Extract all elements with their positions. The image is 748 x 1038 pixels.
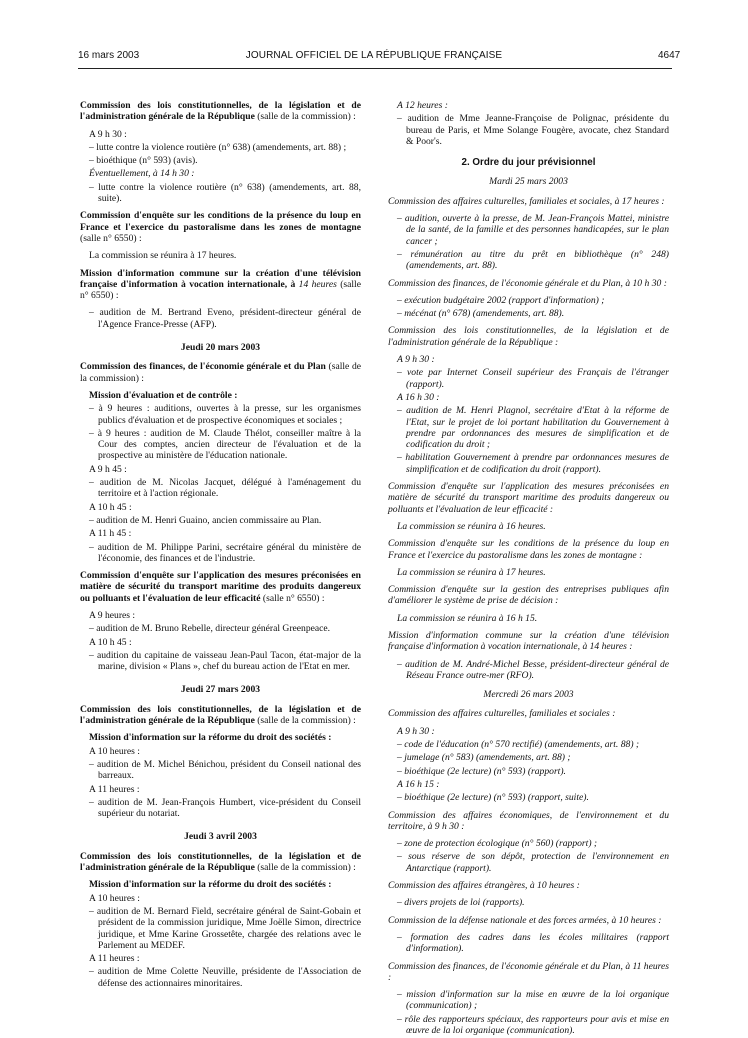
time-slot: A 16 h 30 : bbox=[397, 391, 440, 403]
header-date: 16 mars 2003 bbox=[78, 50, 140, 61]
agenda-item: – zone de protection écologique (n° 560) (rapport) ; bbox=[397, 838, 598, 850]
agenda-item: – formation des cadres dans les écoles militaires (rapport d'information). bbox=[397, 931, 669, 955]
agenda-item: – bioéthique (n° 593) (avis). bbox=[89, 155, 198, 167]
committee-heading: Commission de la défense nationale et des forces armées, à 10 heures : bbox=[388, 914, 662, 926]
agenda-item: – audition de M. André-Michel Besse, président-directeur général de Réseau France outre-mer (RFO). bbox=[397, 658, 669, 681]
committee-heading: Commission des lois constitutionnelles, de la législation et de l'administration générale de la République : bbox=[388, 325, 669, 348]
agenda-item: – audition, ouverte à la presse, de M. Jean-François Mattei, ministre de la santé, de la famille et des personnes handicapées, sur le plan cancer ; bbox=[397, 213, 669, 247]
time-slot: A 11 heures : bbox=[89, 783, 140, 795]
meeting-note: La commission se réunira à 16 heures. bbox=[397, 520, 546, 532]
day-heading: Mercredi 26 mars 2003 bbox=[483, 689, 574, 701]
agenda-item: – audition de Mme Colette Neuville, présidente de l'Association de défense des actionnaires minoritaires. bbox=[89, 966, 361, 989]
committee-heading: Commission des affaires économiques, de l'environnement et du territoire, à 9 h 30 : bbox=[388, 809, 669, 832]
committee-heading: Commission d'enquête sur l'application des mesures préconisées en matière de sécurité du transport maritime des produits dangereux ou polluants et l'évaluation de leur efficacité : bbox=[388, 481, 669, 515]
agenda-item: – audition de M. Bertrand Eveno, président-directeur général de l'Agence France-Presse (AFP). bbox=[89, 307, 361, 330]
time-slot: A 11 heures : bbox=[89, 953, 140, 965]
page-header bbox=[0, 50, 748, 64]
time-slot: A 12 heures : bbox=[397, 100, 448, 111]
agenda-item: – audition de M. Jean-François Humbert, vice-président du Conseil supérieur du notariat. bbox=[89, 796, 361, 820]
time-slot: A 16 h 15 : bbox=[397, 778, 440, 790]
header-page-number: 4647 bbox=[658, 50, 681, 61]
agenda-item: – audition de M. Bruno Rebelle, directeur général Greenpeace. bbox=[89, 623, 331, 635]
day-heading: Jeudi 3 avril 2003 bbox=[184, 831, 257, 843]
time-slot: A 9 h 45 : bbox=[89, 463, 127, 475]
committee-heading: Commission des lois constitutionnelles, de la législation et de l'administration générale de la République (salle de la commission) : bbox=[80, 850, 361, 874]
day-heading: Jeudi 27 mars 2003 bbox=[180, 684, 261, 696]
time-slot: A 10 heures : bbox=[89, 745, 140, 757]
agenda-item: – sous réserve de son dépôt, protection de l'environnement en Antarctique (rapport). bbox=[397, 851, 669, 874]
committee-heading: Commission des affaires étrangères, à 10 heures : bbox=[388, 880, 580, 892]
time-slot: A 10 h 45 : bbox=[89, 636, 132, 648]
section-heading: 2. Ordre du jour prévisionnel bbox=[461, 157, 596, 169]
committee-heading: Commission des finances, de l'économie générale et du Plan, à 11 heures : bbox=[388, 960, 670, 983]
agenda-item: – habilitation Gouvernement à prendre par ordonnances mesures de simplification et de codification du droit (rapport). bbox=[397, 452, 669, 475]
mission-heading: Mission d'information sur la réforme du droit des sociétés : bbox=[89, 879, 332, 891]
agenda-item: – vote par Internet Conseil supérieur des Français de l'étranger (rapport). bbox=[397, 367, 669, 390]
right-column bbox=[388, 100, 669, 1038]
agenda-item: – rôle des rapporteurs spéciaux, des rapporteurs pour avis et mise en œuvre de la loi organique (communication). bbox=[397, 1013, 669, 1036]
agenda-item: – jumelage (n° 583) (amendements, art. 88) ; bbox=[397, 752, 571, 764]
agenda-item: – lutte contre la violence routière (n° 638) (amendements, art. 88) ; bbox=[89, 141, 347, 153]
committee-heading: Commission des lois constitutionnelles, de la législation et de l'administration générale de la République (salle de la commission) : bbox=[80, 100, 361, 123]
agenda-item: – audition du capitaine de vaisseau Jean-Paul Tacon, état-major de la marine, division « Plans », chef du bureau action de l'Etat en mer. bbox=[89, 649, 361, 673]
agenda-item: – lutte contre la violence routière (n° 638) (amendements, art. 88, suite). bbox=[89, 181, 361, 205]
time-slot: A 9 h 30 : bbox=[89, 128, 127, 140]
agenda-item: – bioéthique (2e lecture) (n° 593) (rapport, suite). bbox=[397, 792, 589, 804]
header-title: JOURNAL OFFICIEL DE LA RÉPUBLIQUE FRANÇAISE bbox=[245, 50, 503, 61]
day-heading: Jeudi 20 mars 2003 bbox=[180, 342, 261, 354]
agenda-item: – bioéthique (2e lecture) (n° 593) (rapport). bbox=[397, 765, 566, 777]
time-slot: A 9 h 30 : bbox=[397, 725, 435, 737]
committee-heading: Commission des finances, de l'économie générale et du Plan, à 10 h 30 : bbox=[388, 277, 667, 289]
committee-heading: Commission d'enquête sur la gestion des entreprises publiques afin d'améliorer le système de prise de décision : bbox=[388, 584, 669, 607]
mission-heading: Mission d'évaluation et de contrôle : bbox=[89, 389, 238, 401]
meeting-note: La commission se réunira à 17 heures. bbox=[89, 250, 237, 262]
agenda-item: – audition de M. Henri Guaino, ancien commissaire au Plan. bbox=[89, 514, 322, 526]
agenda-item: – audition de M. Michel Bénichou, président du Conseil national des barreaux. bbox=[89, 758, 361, 782]
agenda-item: – audition de M. Philippe Parini, secrétaire général du ministère de l'économie, des finances et de l'industrie. bbox=[89, 541, 361, 564]
time-slot: A 10 h 45 : bbox=[89, 501, 132, 513]
committee-heading: Mission d'information commune sur la création d'une télévision française d'information à vocation internationale, à 14 heures (salle n° 6550) : bbox=[80, 267, 361, 302]
time-slot: A 9 heures : bbox=[89, 609, 136, 621]
agenda-item: – divers projets de loi (rapports). bbox=[397, 897, 525, 909]
agenda-item: – à 9 heures : auditions, ouvertes à la presse, sur les organismes publics d'évaluation et de prospective économiques et sociales ; bbox=[89, 403, 361, 426]
committee-heading: Commission d'enquête sur les conditions de la présence du loup en France et l'exercice du pastoralisme dans les zones de montagne : bbox=[388, 538, 669, 561]
committee-heading: Mission d'information commune sur la création d'une télévision française d'information à vocation internationale, à 14 heures : bbox=[388, 629, 669, 653]
meeting-note: La commission se réunira à 17 heures. bbox=[397, 566, 546, 578]
agenda-item: – code de l'éducation (n° 570 rectifié) (amendements, art. 88) ; bbox=[397, 739, 640, 751]
committee-heading: Commission des affaires culturelles, familiales et sociales : bbox=[388, 708, 616, 720]
agenda-item: – audition de M. Nicolas Jacquet, délégué à l'aménagement du territoire et à l'action régionale. bbox=[89, 477, 361, 500]
committee-heading: Commission des affaires culturelles, familiales et sociales, à 17 heures : bbox=[388, 195, 665, 207]
agenda-item: – audition de Mme Jeanne-Françoise de Polignac, présidente du bureau de Paris, et Mme Solange Fougère, avocate, chez Standard & Poor's. bbox=[397, 113, 669, 147]
agenda-item: – rémunération au titre du prêt en bibliothèque (n° 248) (amendements, art. 88). bbox=[397, 248, 669, 272]
header-rule bbox=[78, 68, 672, 69]
left-column bbox=[80, 100, 361, 991]
committee-heading: Commission des finances, de l'économie générale et du Plan (salle de la commission) : bbox=[80, 361, 361, 384]
time-slot: A 10 heures : bbox=[89, 892, 140, 904]
time-slot: A 11 h 45 : bbox=[89, 528, 132, 540]
agenda-item: – exécution budgétaire 2002 (rapport d'information) ; bbox=[397, 294, 605, 306]
time-slot: Éventuellement, à 14 h 30 : bbox=[89, 168, 195, 180]
committee-heading: Commission d'enquête sur les conditions de la présence du loup en France et l'exercice du pastoralisme dans les zones de montagne (salle n° 6550) : bbox=[80, 210, 361, 244]
meeting-note: La commission se réunira à 16 h 15. bbox=[397, 612, 538, 624]
committee-heading: Commission d'enquête sur l'application des mesures préconisées en matière de sécurité du transport maritime des produits dangereux ou polluants et l'évaluation de leur efficacité (salle n° 6550) : bbox=[80, 570, 361, 604]
agenda-item: – mission d'information sur la mise en œuvre de la loi organique (communication) ; bbox=[397, 989, 669, 1012]
mission-heading: Mission d'information sur la réforme du droit des sociétés : bbox=[89, 732, 332, 744]
committee-heading: Commission des lois constitutionnelles, de la législation et de l'administration générale de la République (salle de la commission) : bbox=[80, 703, 361, 727]
time-slot: A 9 h 30 : bbox=[397, 354, 435, 366]
agenda-item: – audition de M. Bernard Field, secrétaire général de Saint-Gobain et président de la commission juridique, Mme Joëlle Simon, directrice juridique, et Mme Karine Grossetête, chargée des relations avec le Parlement au MEDEF. bbox=[89, 905, 361, 951]
day-heading: Mardi 25 mars 2003 bbox=[489, 176, 568, 188]
agenda-item: – audition de M. Henri Plagnol, secrétaire d'Etat à la réforme de l'Etat, sur le projet de loi portant habilitation du Gouvernement à prendre par ordonnances des mesures de simplification et de codification du droit ; bbox=[397, 405, 669, 451]
agenda-item: – à 9 heures : audition de M. Claude Thélot, conseiller maître à la Cour des comptes, ancien directeur de l'évaluation et de la prospective au ministère de l'éducation nationale. bbox=[89, 427, 361, 462]
agenda-item: – mécénat (n° 678) (amendements, art. 88). bbox=[397, 308, 565, 320]
